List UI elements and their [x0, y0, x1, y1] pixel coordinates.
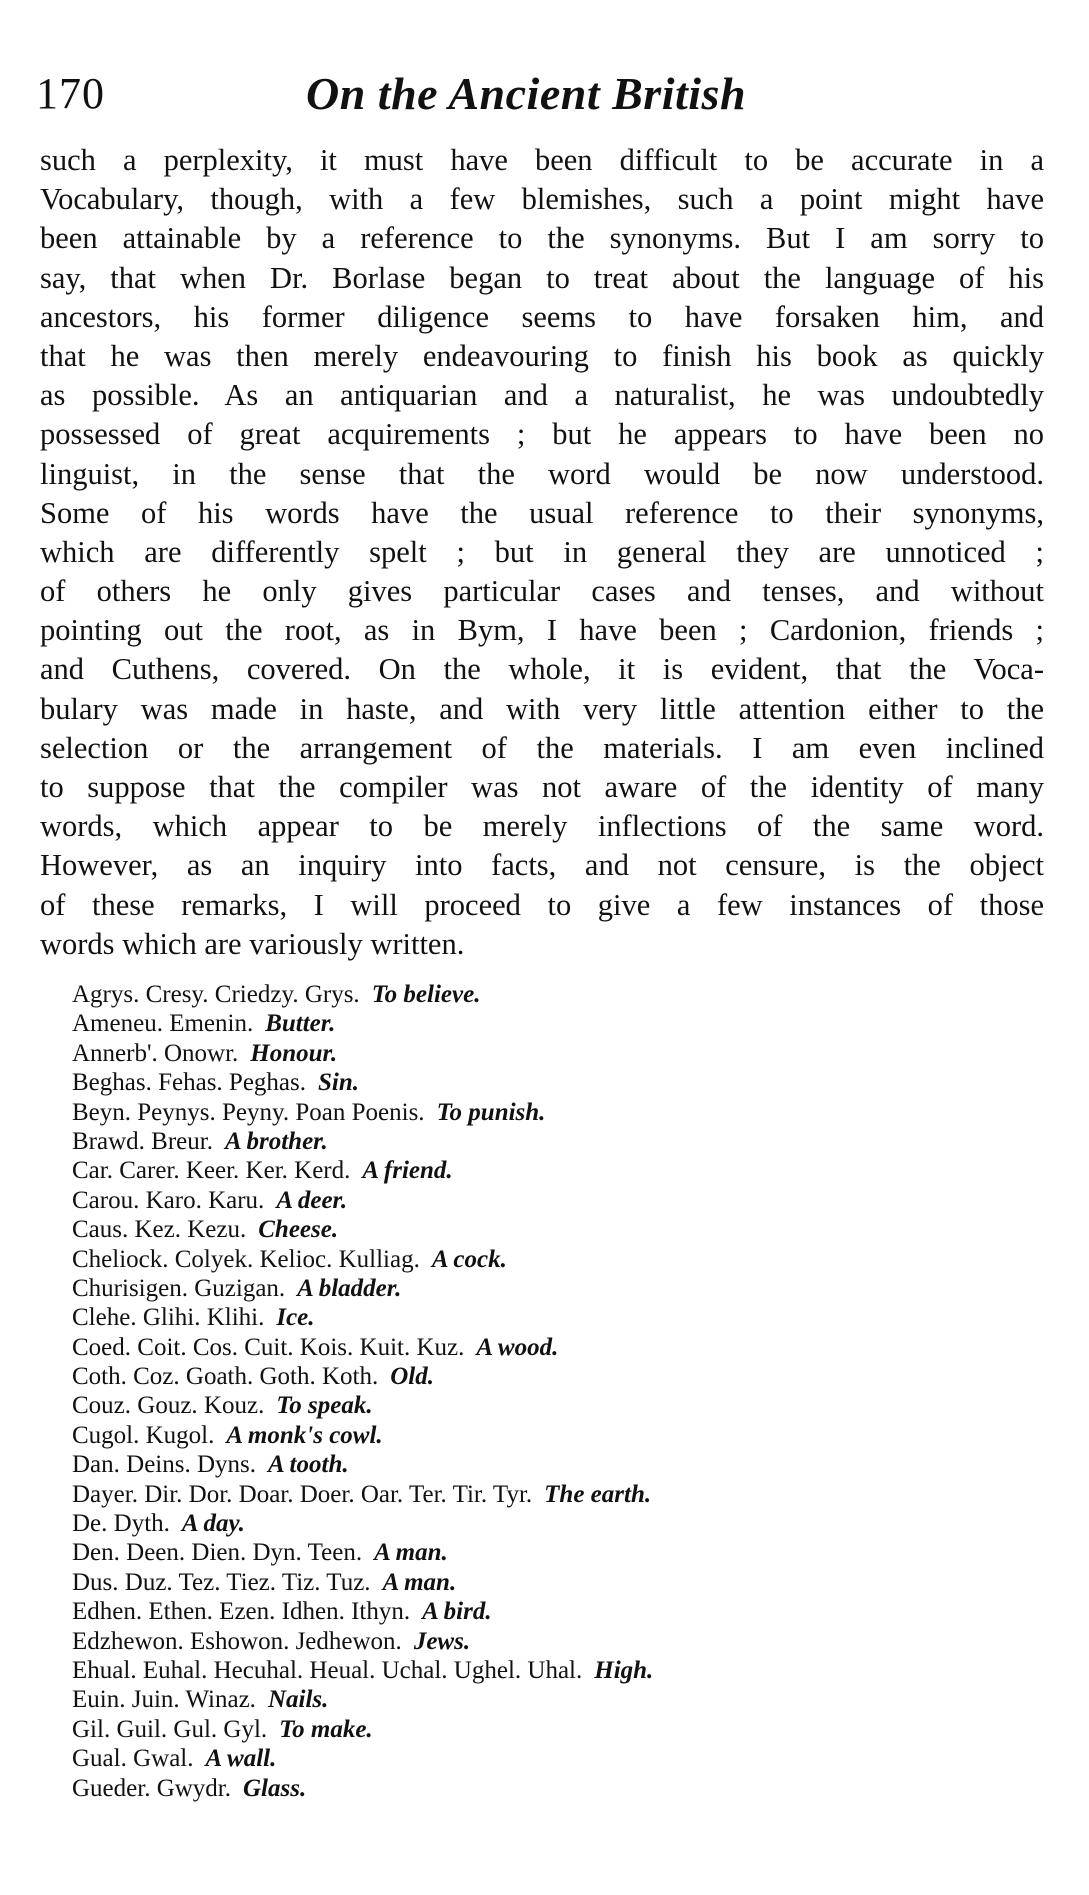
vocabulary-entry — [72, 1215, 1032, 1244]
word-meaning: A day. — [181, 1510, 245, 1538]
word-meaning: Butter. — [265, 1010, 336, 1038]
word-forms: Ameneu. Emenin. — [72, 1010, 254, 1038]
body-line: linguist, in the sense that the word would be now understood. — [40, 456, 1044, 491]
word-forms: De. Dyth. — [72, 1510, 170, 1538]
vocabulary-entry — [72, 1656, 1032, 1685]
running-title: On the Ancient British — [306, 68, 747, 119]
body-line: of others he only gives particular cases and tenses, and without — [40, 574, 1044, 609]
vocabulary-entry — [72, 1009, 1032, 1038]
vocabulary-entry — [72, 1362, 1032, 1391]
vocabulary-entry — [72, 1391, 1032, 1420]
word-meaning: Cheese. — [258, 1216, 339, 1244]
word-forms: Couz. Gouz. Kouz. — [72, 1392, 265, 1420]
word-meaning: To make. — [279, 1715, 373, 1743]
word-meaning: A man. — [382, 1568, 457, 1596]
vocabulary-entry — [72, 1715, 1032, 1744]
body-line: say, that when Dr. Borlase began to treat about the language of his — [40, 260, 1044, 295]
word-forms: Agrys. Cresy. Criedzy. Grys. — [72, 981, 360, 1008]
vocabulary-entry — [72, 1068, 1032, 1097]
word-meaning: A wood. — [476, 1333, 559, 1361]
body-line: of these remarks, I will proceed to give a few instances of those — [40, 887, 1044, 922]
body-line: Vocabulary, though, with a few blemishes, such a point might have — [40, 182, 1044, 217]
word-meaning: Old. — [390, 1363, 434, 1391]
word-meaning: Honour. — [250, 1039, 338, 1067]
body-line: that he was then merely endeavouring to finish his book as quickly — [40, 338, 1044, 373]
body-line: words, which appear to be merely inflections of the same word. — [40, 809, 1044, 844]
word-meaning: A deer. — [276, 1186, 348, 1214]
body-line: as possible. As an antiquarian and a naturalist, he was undoubtedly — [40, 378, 1044, 413]
word-forms: Dan. Deins. Dyns. — [72, 1451, 257, 1479]
page-number: 170 — [36, 69, 105, 118]
vocabulary-entry — [72, 1627, 1032, 1656]
vocabulary-entry — [72, 1568, 1032, 1597]
word-meaning: A wall. — [205, 1745, 277, 1773]
word-meaning: To believe. — [371, 981, 481, 1008]
word-forms: Ehual. Euhal. Hecuhal. Heual. Uchal. Ughel. Uhal. — [72, 1656, 583, 1684]
word-forms: Gual. Gwal. — [72, 1745, 194, 1773]
body-line: and Cuthens, covered. On the whole, it is evident, that the Voca- — [40, 652, 1044, 687]
vocabulary-entry — [72, 1685, 1032, 1714]
body-line: However, as an inquiry into facts, and not censure, is the object — [40, 848, 1044, 883]
word-forms: Caus. Kez. Kezu. — [72, 1216, 247, 1244]
word-forms: Cugol. Kugol. — [72, 1421, 215, 1449]
vocabulary-list — [72, 980, 1032, 1803]
word-forms: Churisigen. Guzigan. — [72, 1274, 286, 1302]
word-meaning: A bird. — [422, 1598, 492, 1626]
body-paragraph — [40, 141, 1044, 964]
word-forms: Dayer. Dir. Dor. Doar. Doer. Oar. Ter. Tir. Tyr. — [72, 1480, 533, 1508]
word-meaning: Glass. — [243, 1774, 307, 1802]
word-meaning: A tooth. — [268, 1451, 349, 1479]
word-meaning: To punish. — [436, 1098, 546, 1126]
word-forms: Clehe. Glihi. Klihi. — [72, 1304, 265, 1332]
word-meaning: A brother. — [224, 1127, 328, 1155]
body-line: possessed of great acquirements ; but he appears to have been no — [40, 417, 1044, 452]
word-forms: Beghas. Fehas. Peghas. — [72, 1069, 306, 1097]
word-meaning: Nails. — [267, 1686, 329, 1714]
word-meaning: Sin. — [318, 1069, 360, 1097]
word-meaning: The earth. — [544, 1480, 652, 1508]
body-line: ancestors, his former diligence seems to have forsaken him, and — [40, 299, 1044, 334]
vocabulary-entry — [72, 980, 1032, 1009]
body-line: selection or the arrangement of the materials. I am even inclined — [40, 730, 1044, 765]
vocabulary-entry — [72, 1245, 1032, 1274]
vocabulary-entry — [72, 1303, 1032, 1332]
word-forms: Euin. Juin. Winaz. — [72, 1686, 256, 1714]
word-meaning: Jews. — [413, 1627, 471, 1655]
word-forms: Edzhewon. Eshowon. Jedhewon. — [72, 1627, 402, 1655]
word-forms: Gil. Guil. Gul. Gyl. — [72, 1715, 268, 1743]
vocabulary-entry — [72, 1039, 1032, 1068]
vocabulary-entry — [72, 1597, 1032, 1626]
vocabulary-entry — [72, 1538, 1032, 1567]
vocabulary-entry — [72, 1186, 1032, 1215]
word-meaning: A bladder. — [297, 1274, 402, 1302]
vocabulary-entry — [72, 1774, 1032, 1803]
word-forms: Coed. Coit. Cos. Cuit. Kois. Kuit. Kuz. — [72, 1333, 465, 1361]
vocabulary-entry — [72, 1480, 1032, 1509]
word-forms: Gueder. Gwydr. — [72, 1774, 231, 1802]
body-line: bulary was made in haste, and with very little attention either to the — [40, 691, 1044, 726]
body-line: which are differently spelt ; but in general they are unnoticed ; — [40, 534, 1044, 569]
vocabulary-entry — [72, 1333, 1032, 1362]
word-meaning: High. — [594, 1656, 654, 1684]
word-meaning: A man. — [374, 1539, 448, 1567]
word-meaning: Ice. — [276, 1304, 315, 1332]
body-line: pointing out the root, as in Bym, I have been ; Cardonion, friends ; — [40, 613, 1044, 648]
body-line: such a perplexity, it must have been difficult to be accurate in a — [40, 143, 1044, 177]
word-meaning: A cock. — [431, 1245, 507, 1273]
vocabulary-entry — [72, 1744, 1032, 1773]
word-forms: Beyn. Peynys. Peyny. Poan Poenis. — [72, 1098, 425, 1126]
body-line: words which are variously written. — [40, 926, 465, 961]
vocabulary-entry — [72, 1274, 1032, 1303]
body-line: been attainable by a reference to the synonyms. But I am sorry to — [40, 221, 1044, 256]
word-forms: Dus. Duz. Tez. Tiez. Tiz. Tuz. — [72, 1568, 371, 1596]
word-forms: Brawd. Breur. — [72, 1127, 213, 1155]
word-forms: Edhen. Ethen. Ezen. Idhen. Ithyn. — [72, 1598, 411, 1626]
word-meaning: To speak. — [276, 1392, 373, 1420]
word-forms: Coth. Coz. Goath. Goth. Koth. — [72, 1363, 379, 1391]
word-meaning: A friend. — [362, 1157, 453, 1185]
vocabulary-entry — [72, 1421, 1032, 1450]
word-forms: Annerb'. Onowr. — [72, 1039, 239, 1067]
word-forms: Carou. Karo. Karu. — [72, 1186, 265, 1214]
vocabulary-entry — [72, 1509, 1032, 1538]
word-forms: Den. Deen. Dien. Dyn. Teen. — [72, 1539, 363, 1567]
vocabulary-entry — [72, 1450, 1032, 1479]
running-head — [36, 64, 1046, 124]
vocabulary-entry — [72, 1098, 1032, 1127]
vocabulary-entry — [72, 1156, 1032, 1185]
vocabulary-entry — [72, 1127, 1032, 1156]
body-line: to suppose that the compiler was not aware of the identity of many — [40, 770, 1044, 804]
word-forms: Cheliock. Colyek. Kelioc. Kulliag. — [72, 1245, 420, 1273]
body-line: Some of his words have the usual reference to their synonyms, — [40, 495, 1044, 530]
word-meaning: A monk's cowl. — [226, 1421, 383, 1449]
word-forms: Car. Carer. Keer. Ker. Kerd. — [72, 1157, 351, 1185]
